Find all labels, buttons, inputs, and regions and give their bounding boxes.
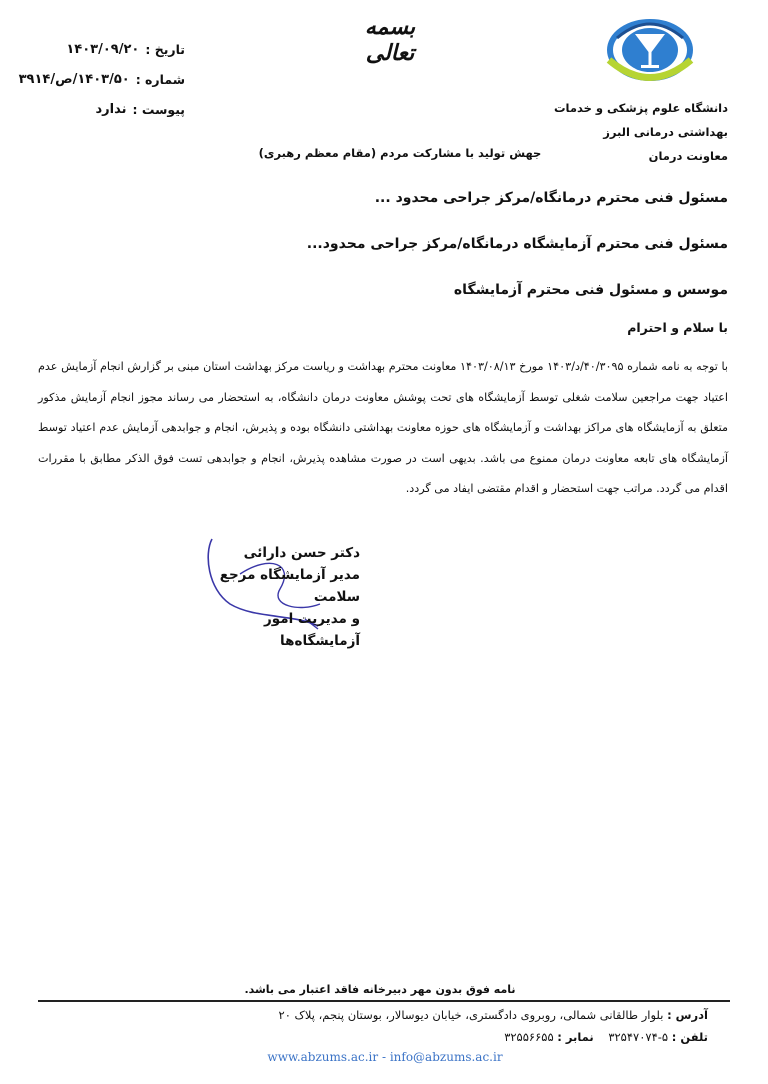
recipient-line-3: موسس و مسئول فنی محترم آزمایشگاه — [453, 282, 728, 298]
letter-body: با توجه به نامه شماره ۴۰/۳۰۹۵/د/۱۴۰۳ مورخ ۱۴۰۳/۰۸/۱۳ معاونت محترم بهداشت و ریاست مرکز بهداشت استان مبنی بر گزارش انجام آزمایش عدم اعتیاد جهت مراجعین سلامت شغلی توسط آزمایشگاه های تحت پوشش معاونت درمان دانشگاه، به استحضار می رساند مجوز انجام آزمایش مذکور متعلق به آزمایشگاه های مراکز بهداشت و آزمایشگاه های حوزه معاونت بهداشتی دانشگاه بوده و پذیرش، انجام و جوابدهی آزمایش عدم اعتیاد توسط آزمایشگاه های تابعه معاونت درمان ممنوع می باشد. بدیهی است در صورت مشاهده پذیرش، انجام و جوابدهی تست فوق الذکر مطابق با مقررات اقدام می گردد. مراتب جهت استحضار و اقدام مقتضی ایفاد می گردد. — [38, 360, 729, 495]
attachment-label: پیوست : — [132, 101, 185, 117]
email-link[interactable]: info@abzums.ac.ir — [389, 1050, 503, 1064]
number-value: ۱۴۰۳/۵۰/ص/۳۹۱۴ — [18, 71, 130, 87]
attachment-value: ندارد — [95, 101, 127, 117]
date-row — [25, 34, 185, 64]
web-separator: - — [378, 1050, 390, 1064]
fax-value: ۳۲۵۵۶۶۵۵ — [504, 1030, 554, 1044]
signatory-name: دکتر حسن دارائی — [243, 545, 360, 561]
university-name — [528, 96, 728, 168]
fax-label: نمابر : — [557, 1030, 594, 1044]
signature-block — [180, 542, 360, 652]
greeting: با سلام و احترام — [627, 320, 728, 335]
footer-web — [240, 1050, 530, 1064]
footer-divider — [38, 1000, 730, 1002]
footer-note: نامه فوق بدون مهر دبیرخانه فاقد اعتبار می باشد. — [244, 983, 516, 996]
signatory-title-1: مدیر آزمایشگاه مرجع سلامت — [219, 567, 360, 605]
website-link[interactable]: www.abzums.ac.ir — [267, 1050, 379, 1064]
address-value: بلوار طالقانی شمالی، روبروی دادگستری، خیابان دیوسالار، بوستان پنجم، پلاک ۲۰ — [278, 1008, 664, 1022]
university-logo-icon — [595, 10, 705, 90]
recipient-line-1: مسئول فنی محترم درمانگاه/مرکز جراحی محدود ... — [374, 190, 728, 206]
footer-contacts — [108, 1030, 708, 1044]
footer-address — [108, 1008, 708, 1022]
address-label: آدرس : — [667, 1008, 708, 1022]
letter-meta — [18, 34, 185, 124]
date-value: ۱۴۰۳/۰۹/۲۰ — [66, 41, 140, 57]
phone-value: ۵-۳۲۵۴۷۰۷۴ — [608, 1030, 669, 1044]
slogan: جهش تولید با مشارکت مردم (مقام معظم رهبری) — [258, 146, 542, 160]
university-line-2: بهداشتی درمانی البرز — [603, 125, 728, 139]
phone-label: تلفن : — [671, 1030, 708, 1044]
attachment-row — [25, 94, 185, 124]
recipient-line-2: مسئول فنی محترم آزمایشگاه درمانگاه/مرکز جراحی محدود... — [306, 236, 728, 252]
date-label: تاریخ : — [145, 41, 185, 57]
university-line-1: دانشگاه علوم پزشکی و خدمات — [553, 101, 728, 115]
bismillah-heading: بسمه تعالی — [364, 14, 416, 66]
signatory-title-2: و مدیریت امور آزمایشگاه‌ها — [264, 611, 360, 649]
number-label: شماره : — [135, 71, 185, 87]
university-line-3: معاونت درمان — [648, 149, 728, 163]
number-row — [18, 64, 185, 94]
